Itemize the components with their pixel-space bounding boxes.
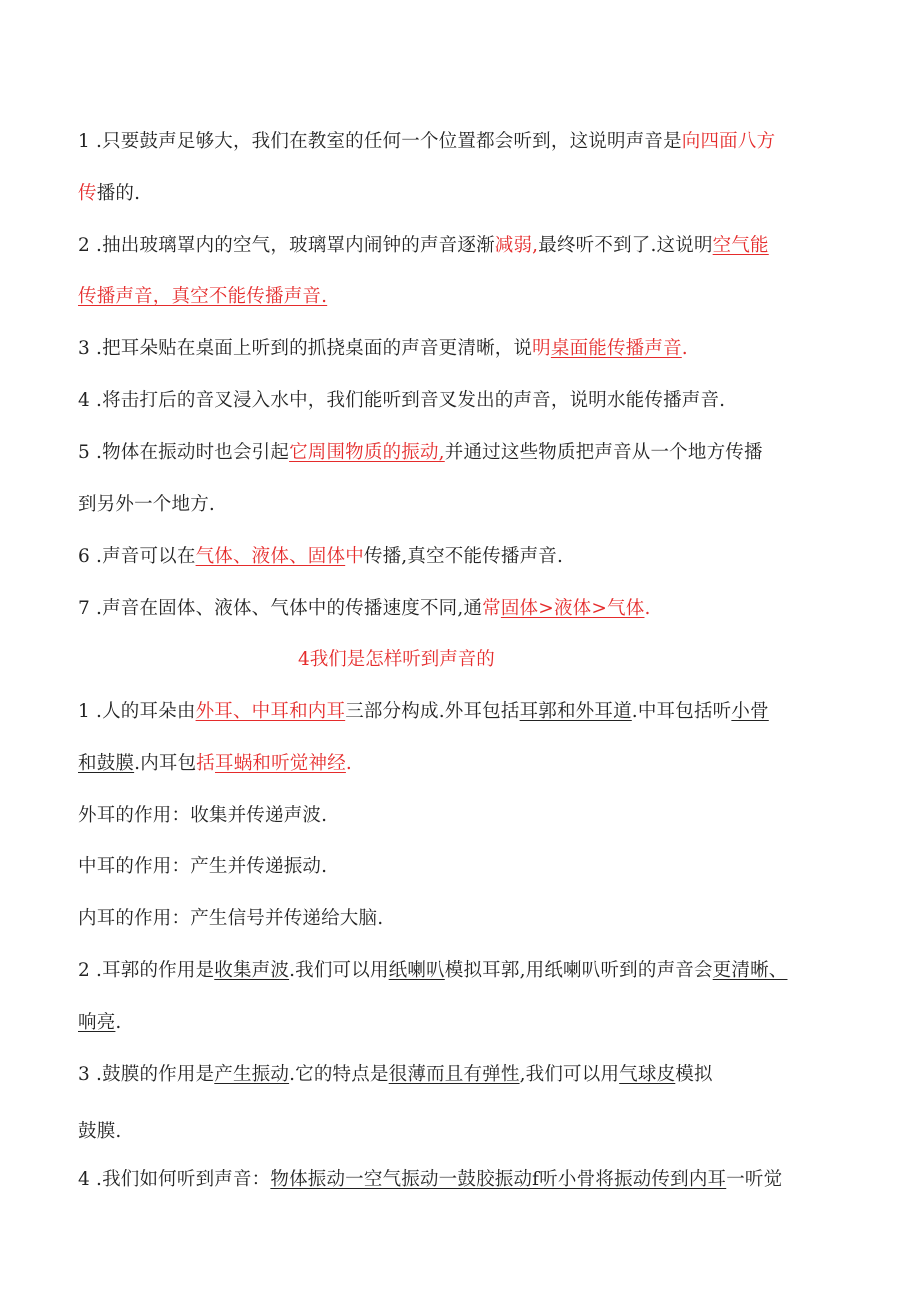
text: .物体在振动时也会引起 [95,442,290,463]
underlined-text: 产生振动 [214,1064,290,1085]
item-number: 3 [78,338,90,359]
answer-text: 它周围物质的振动, [289,442,445,463]
s3-item1-line2 [78,182,140,206]
s3-item2-line2 [78,285,327,309]
text: .中耳包括听 [631,701,732,722]
s3-item7-line [78,597,651,621]
text: .只要鼓声足够大，我们在教室的任何一个位置都会听到，这说明声音是 [95,131,682,152]
text: 模拟 [675,1064,713,1085]
text: 并通过这些物质把声音从一个地方传播 [444,442,763,463]
text: 鼓膜. [78,1121,122,1142]
item-number: 2 [78,960,90,981]
text: 最终听不到了.这说明 [538,235,713,256]
item-number: 4 [78,1169,90,1190]
s3-item5-line2 [78,493,215,517]
underlined-text: 和鼓膜 [78,753,135,774]
item-number: 2 [78,235,90,256]
item-number: 5 [78,442,90,463]
text: 内耳的作用：产生信号并传递给大脑. [78,908,384,929]
text: .把耳朵贴在桌面上听到的抓挠桌面的声音更清晰，说 [95,338,533,359]
s4-item2-line1 [78,959,787,983]
underlined-text: 很薄而且有弹性 [388,1064,520,1085]
text: .我们可以用 [289,960,389,981]
answer-text: 中 [345,546,364,567]
answer-text: 桌面能传播声音 [550,338,682,359]
s3-item1-line1 [78,130,775,154]
outer-ear-line [78,804,327,828]
item-number: 6 [78,546,90,567]
text: 一听觉 [726,1169,783,1190]
underlined-text: 更清晰、 [712,960,788,981]
s4-item4-line [78,1168,782,1192]
answer-text: . [681,338,688,359]
text: 三部分构成.外耳包括 [345,701,520,722]
answer-text: 向四面八方 [681,131,776,152]
s3-item5-line1 [78,441,763,465]
inner-ear-line [78,907,383,931]
text: .内耳包 [134,753,197,774]
answer-text: 固体>液体>气体 [500,598,645,619]
underlined-text: 气球皮 [619,1064,676,1085]
item-number: 7 [78,598,90,619]
s4-item1-line2 [78,752,352,776]
answer-text: 气体、液体、固体 [195,546,346,567]
answer-text: 传播声音，真空不能传播声音. [78,286,328,307]
answer-text: 括 [196,753,215,774]
text: 外耳的作用：收集并传递声波. [78,805,328,826]
s3-item2-line1 [78,234,769,258]
text: ,我们可以用 [519,1064,620,1085]
text: .它的特点是 [289,1064,389,1085]
text: .声音在固体、液体、气体中的传播速度不同,通 [95,598,483,619]
middle-ear-line [78,855,327,879]
underlined-text: 纸喇叭 [388,960,445,981]
answer-text: 外耳、中耳和内耳 [195,701,346,722]
s4-item2-line2 [78,1011,122,1035]
answer-text: . [644,598,651,619]
s4-item3-line2 [78,1120,121,1144]
answer-text: 耳蜗和听觉神经 [215,753,346,774]
underlined-text: 物体振动一空气振动一鼓胶振动f听小骨将振动传到内耳 [270,1169,727,1190]
text: . [115,1012,122,1033]
text: .声音可以在 [95,546,196,567]
s3-item3-line [78,337,688,361]
text: 播的. [96,183,141,204]
text: 到另外一个地方. [78,494,215,515]
answer-text: 常 [482,598,501,619]
text: .人的耳朵由 [95,701,196,722]
answer-text: 明 [532,338,551,359]
item-number: 4 [78,390,90,411]
underlined-text: 收集声波 [214,960,290,981]
answer-text: 空气能 [712,235,769,256]
answer-text: 传 [78,183,97,204]
s3-item6-line [78,545,563,569]
text: 传播,真空不能传播声音. [363,546,564,567]
underlined-text: 小骨 [731,701,769,722]
item-number: 3 [78,1064,90,1085]
answer-text: . [345,753,352,774]
answer-text: 减弱, [494,235,539,256]
text: .抽出玻璃罩内的空气，玻璃罩内闹钟的声音逐渐 [95,235,495,256]
text: 中耳的作用：产生并传递振动. [78,856,328,877]
text: .耳郭的作用是 [95,960,215,981]
text: .将击打后的音叉浸入水中，我们能听到音叉发出的声音，说明水能传播声音. [95,390,726,411]
s3-item4-line [78,389,725,413]
item-number: 1 [78,701,90,722]
text: .我们如何听到声音： [95,1169,271,1190]
section-heading: 4我们是怎样听到声音的 [298,649,495,670]
text: .鼓膜的作用是 [95,1064,215,1085]
text: 模拟耳郭,用纸喇叭听到的声音会 [444,960,713,981]
s4-item3-line1 [78,1063,713,1087]
s4-item1-line1 [78,700,769,724]
underlined-text: 响亮 [78,1012,116,1033]
item-number: 1 [78,131,90,152]
underlined-text: 耳郭和外耳道 [519,701,632,722]
